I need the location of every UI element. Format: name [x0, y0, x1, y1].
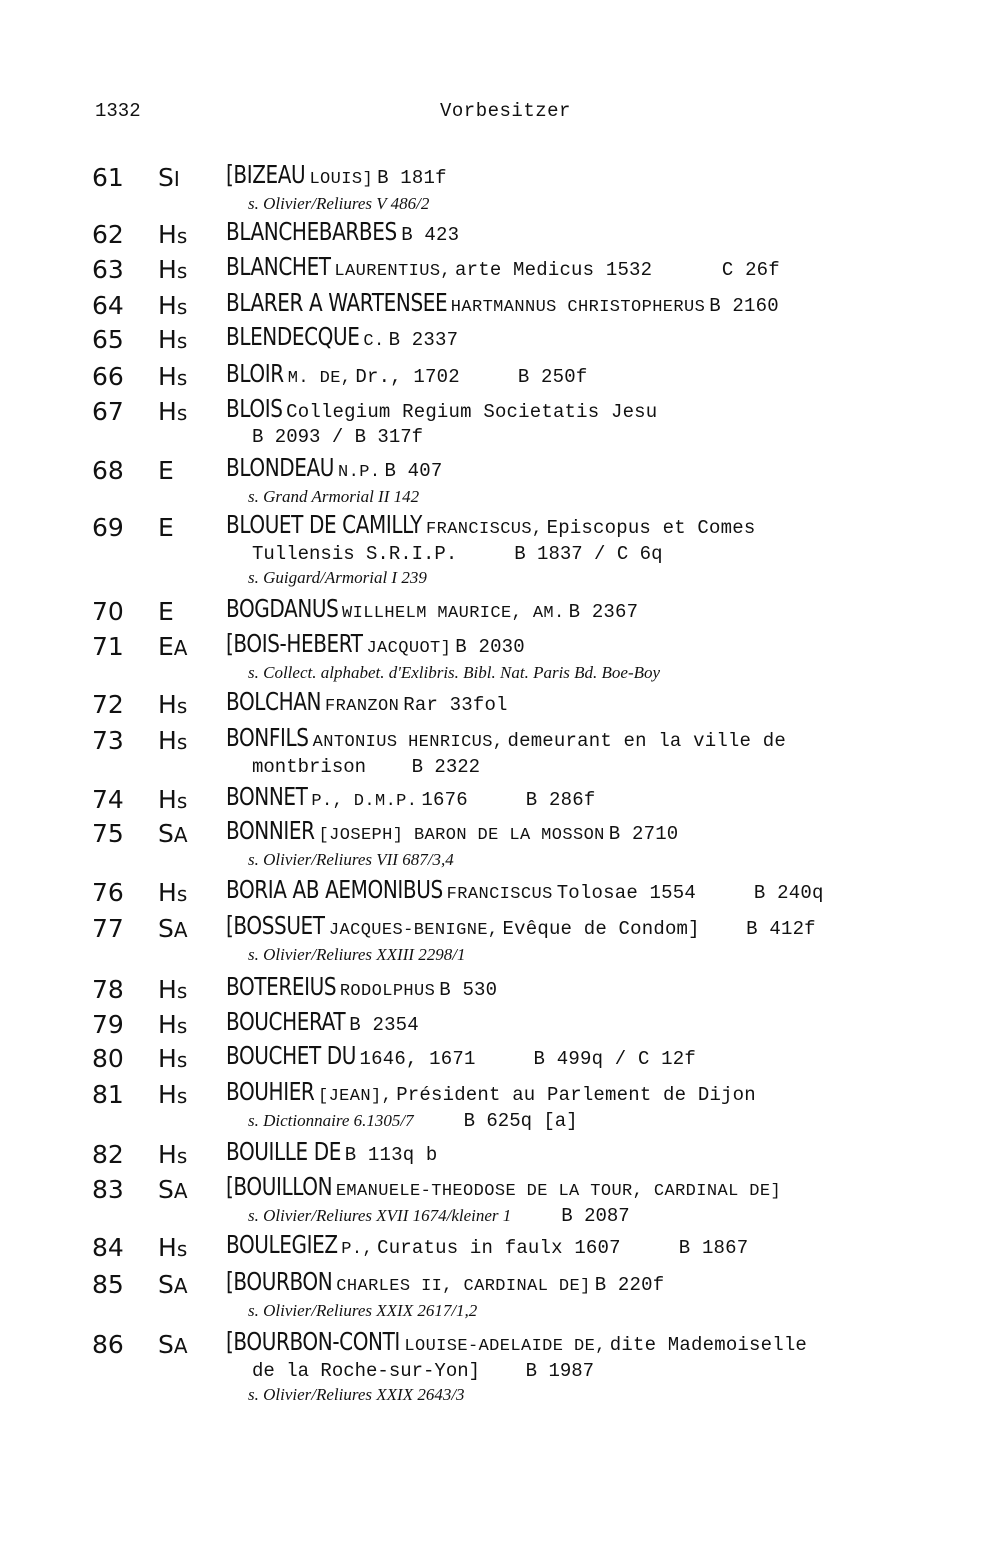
category-letter: E: [158, 632, 174, 661]
category-suffix: s: [176, 694, 188, 718]
entry-body: [226, 816, 986, 872]
owner-info: B 2354: [349, 1014, 419, 1036]
entry-body: [226, 453, 986, 509]
owner-name: [226, 1007, 346, 1036]
category-letter: S: [158, 819, 174, 848]
category-letter: H: [158, 726, 177, 755]
owner-info: dite Mademoiselle: [609, 1334, 808, 1356]
reference-shelfmark: B 2087: [561, 1205, 630, 1227]
reference-text: s. Olivier/Reliures XXIX 2643/3: [248, 1385, 465, 1404]
owner-detail: WILLHELM MAURICE, AM.: [341, 604, 565, 623]
category-letter: S: [158, 914, 174, 943]
entry-category: [158, 819, 188, 848]
category-suffix: s: [176, 329, 188, 353]
entry-reference: [226, 661, 986, 685]
owner-name: [226, 1267, 333, 1296]
entry-number: 61: [92, 163, 124, 192]
reference-text: s. Dictionnaire 6.1305/7: [248, 1111, 414, 1130]
entry-main-line: [226, 594, 986, 626]
owner-name-text: BOTEREIUS: [226, 972, 337, 1001]
entry-main-line: [226, 1137, 986, 1168]
owner-name-text: BOSSUET: [233, 911, 325, 940]
entry-body: [226, 160, 986, 216]
owner-info: B 2710: [608, 823, 679, 845]
entry-main-line: [226, 160, 986, 192]
owner-name-text: BLOIR: [226, 359, 284, 388]
reference-text: s. Olivier/Reliures XXIII 2298/1: [248, 945, 466, 964]
owner-name: [226, 453, 335, 482]
entry-main-line: [226, 217, 986, 248]
entry-main-line: [226, 1007, 986, 1038]
owner-name: [226, 510, 422, 539]
owner-info: B 113q b: [344, 1144, 438, 1166]
owner-detail: JACQUES-BENIGNE,: [328, 921, 499, 940]
entry-reference: [226, 566, 986, 590]
category-suffix: A: [173, 636, 188, 660]
owner-name: [226, 816, 315, 845]
category-suffix: s: [176, 730, 188, 754]
reference-text: s. Olivier/Reliures XVII 1674/kleiner 1: [248, 1206, 512, 1225]
bracket-open: [: [226, 160, 234, 189]
owner-info: Curatus in faulx 1607 B 1867: [377, 1237, 749, 1259]
entry-category: [158, 1330, 188, 1359]
entry-number: 74: [92, 785, 124, 814]
entry-number: 69: [92, 513, 124, 542]
entry-category: [158, 291, 187, 320]
category-suffix: s: [176, 224, 188, 248]
owner-name-text: BOGDANUS: [226, 594, 339, 623]
category-suffix: s: [176, 1048, 188, 1072]
running-head: Vorbesitzer: [440, 100, 571, 122]
entry-number: 72: [92, 690, 124, 719]
entry-reference: [226, 943, 986, 967]
category-letter: S: [158, 1175, 174, 1204]
owner-detail: FRANCISCUS: [446, 885, 553, 904]
entry-main-line: [226, 875, 986, 907]
entry-continuation: de la Roche-sur-Yon] B 1987: [252, 1360, 595, 1382]
entry-number: 77: [92, 914, 124, 943]
bracket-open: [: [226, 911, 234, 940]
category-suffix: s: [176, 789, 188, 813]
entry-reference: [226, 1383, 986, 1407]
entry-body: [226, 687, 986, 719]
owner-info: 1646, 1671 B 499q / C 12f: [359, 1048, 696, 1070]
entry-reference: [226, 1299, 986, 1323]
owner-detail: FRANZON: [325, 697, 400, 716]
owner-name-text: BLOIS: [226, 394, 283, 423]
entry-body: [226, 394, 986, 449]
category-suffix: s: [176, 882, 188, 906]
entry-category: [158, 1010, 187, 1039]
category-letter: H: [158, 1010, 177, 1039]
owner-name: [226, 359, 284, 388]
entry-body: [226, 1172, 986, 1228]
owner-name: [226, 782, 308, 811]
reference-text: s. Guigard/Armorial I 239: [248, 568, 427, 587]
entry-reference: [226, 485, 986, 509]
owner-info: Dr., 1702 B 250f: [355, 366, 588, 388]
entry-number: 85: [92, 1270, 124, 1299]
owner-name: [226, 322, 360, 351]
entry-main-line: [226, 911, 986, 943]
owner-name-text: BOUCHERAT: [226, 1007, 346, 1036]
owner-name-text: BOUILLE DE: [226, 1137, 341, 1166]
owner-info: B 530: [439, 979, 498, 1001]
owner-detail: LAURENTIUS,: [334, 262, 452, 281]
owner-detail: FRANCISCUS,: [425, 520, 543, 539]
category-letter: H: [158, 1233, 177, 1262]
category-suffix: I: [173, 167, 180, 191]
owner-name: [226, 1230, 338, 1259]
owner-name: [226, 1137, 341, 1166]
reference-text: s. Olivier/Reliures V 486/2: [248, 194, 430, 213]
owner-detail: N.P.: [338, 463, 381, 482]
entry-body: [226, 322, 986, 354]
category-letter: H: [158, 878, 177, 907]
owner-name-text: BOURBON: [233, 1267, 333, 1296]
owner-detail: LOUISE-ADELAIDE DE,: [404, 1337, 606, 1356]
entry-main-line: [226, 1041, 986, 1072]
entry-number: 80: [92, 1044, 124, 1073]
entry-main-line: [226, 1267, 986, 1299]
page-number: 1332: [95, 100, 141, 122]
owner-name-text: BLANCHET: [226, 252, 331, 281]
category-suffix: s: [176, 1237, 188, 1261]
reference-text: s. Collect. alphabet. d'Exlibris. Bibl. Nat. Paris Bd. Boe-Boy: [248, 663, 661, 682]
owner-info: B 2337: [388, 329, 459, 351]
owner-name-text: BOURBON-CONTI: [233, 1327, 400, 1356]
owner-name-text: BOUCHET DU: [226, 1041, 357, 1070]
owner-info: Episcopus et Comes: [546, 517, 756, 539]
category-letter: S: [158, 1330, 174, 1359]
entry-category: [158, 1080, 187, 1109]
category-letter: H: [158, 325, 177, 354]
entry-number: 67: [92, 397, 124, 426]
owner-name: [226, 875, 443, 904]
owner-info: B 2160: [709, 295, 779, 317]
owner-detail: P.,: [341, 1240, 374, 1259]
entry-main-line: [226, 359, 986, 391]
entry-number: 75: [92, 819, 124, 848]
entry-number: 73: [92, 726, 124, 755]
owner-name: [226, 1172, 333, 1201]
entry-body: [226, 252, 986, 284]
entry-body: [226, 510, 986, 590]
owner-detail: C.: [363, 332, 385, 351]
category-suffix: A: [173, 918, 188, 942]
entry-category: [158, 785, 187, 814]
owner-info: arte Medicus 1532 C 26f: [455, 259, 780, 281]
entry-category: [158, 597, 174, 626]
entry-main-line: [226, 972, 986, 1004]
owner-name-text: BLARER A WARTENSEE: [226, 288, 448, 317]
entry-category: [158, 1233, 187, 1262]
owner-detail: HARTMANNUS CHRISTOPHERUS: [450, 298, 706, 317]
entry-continuation: Tullensis S.R.I.P. B 1837 / C 6q: [252, 543, 663, 565]
entry-body: [226, 1137, 986, 1168]
entry-reference: [226, 848, 986, 872]
bracket-open: [: [226, 629, 234, 658]
entry-main-line: [226, 252, 986, 284]
owner-name: [226, 629, 363, 658]
entry-body: [226, 359, 986, 391]
entry-continuation: montbrison B 2322: [252, 756, 481, 778]
entry-body: [226, 911, 986, 967]
category-suffix: A: [173, 1179, 188, 1203]
owner-detail: P., D.M.P.: [311, 792, 418, 811]
entry-main-line: [226, 510, 986, 542]
owner-info: Rar 33fol: [403, 694, 508, 716]
owner-name-text: BONFILS: [226, 723, 309, 752]
entry-number: 64: [92, 291, 124, 320]
entry-main-line: [226, 1077, 986, 1109]
owner-name: [226, 687, 322, 716]
owner-name-text: BORIA AB AEMONIBUS: [226, 875, 443, 904]
entry-body: [226, 1041, 986, 1072]
entry-main-line: [226, 322, 986, 354]
entry-body: [226, 723, 986, 779]
owner-name: [226, 1077, 315, 1106]
owner-name: [226, 1041, 357, 1070]
entry-number: 68: [92, 456, 124, 485]
owner-name: [226, 288, 448, 317]
category-letter: H: [158, 1080, 177, 1109]
entry-number: 84: [92, 1233, 124, 1262]
bracket-open: [: [226, 1327, 234, 1356]
owner-name-text: BLONDEAU: [226, 453, 335, 482]
reference-shelfmark: B 625q [a]: [463, 1110, 578, 1132]
category-letter: E: [158, 456, 174, 485]
entry-category: [158, 1175, 188, 1204]
reference-text: s. Olivier/Reliures XXIX 2617/1,2: [248, 1301, 478, 1320]
owner-info: Collegium Regium Societatis Jesu: [286, 401, 658, 423]
owner-name-text: BOUHIER: [226, 1077, 315, 1106]
category-suffix: s: [176, 259, 188, 283]
entry-number: 76: [92, 878, 124, 907]
category-letter: H: [158, 291, 177, 320]
owner-name-text: BOLCHAN: [226, 687, 322, 716]
entry-number: 65: [92, 325, 124, 354]
category-suffix: A: [173, 1334, 188, 1358]
owner-detail: LOUIS]: [309, 170, 374, 189]
owner-detail: ANTONIUS HENRICUS,: [312, 733, 504, 752]
owner-info: B 407: [384, 460, 443, 482]
category-letter: E: [158, 597, 174, 626]
category-letter: H: [158, 362, 177, 391]
entry-body: [226, 288, 986, 320]
entry-category: [158, 325, 187, 354]
entry-category: [158, 690, 187, 719]
entry-category: [158, 914, 188, 943]
entry-category: [158, 1044, 187, 1073]
owner-name: [226, 394, 283, 423]
owner-detail: [JEAN],: [317, 1087, 393, 1106]
entry-reference: [226, 1204, 986, 1228]
category-suffix: s: [176, 1084, 188, 1108]
owner-detail: CHARLES II, CARDINAL DE]: [336, 1277, 591, 1296]
bracket-open: [: [226, 1267, 234, 1296]
entry-number: 82: [92, 1140, 124, 1169]
entry-body: [226, 782, 986, 814]
owner-info: 1676 B 286f: [421, 789, 596, 811]
owner-info: B 220f: [594, 1274, 665, 1296]
entry-category: [158, 513, 174, 542]
entry-category: [158, 456, 174, 485]
owner-info: B 423: [401, 224, 460, 246]
category-suffix: s: [176, 366, 188, 390]
entry-main-line: [226, 687, 986, 719]
entry-main-line: [226, 288, 986, 320]
owner-info: B 2030: [455, 636, 525, 658]
category-letter: S: [158, 1270, 174, 1299]
entry-category: [158, 878, 187, 907]
entry-main-line: [226, 453, 986, 485]
entry-category: [158, 163, 180, 192]
owner-name-text: BLENDECQUE: [226, 322, 360, 351]
entry-reference: [226, 192, 986, 216]
owner-name: [226, 252, 331, 281]
entry-main-line: [226, 782, 986, 814]
category-letter: E: [158, 513, 174, 542]
entry-number: 62: [92, 220, 124, 249]
entry-number: 83: [92, 1175, 124, 1204]
entry-main-line: [226, 1230, 986, 1262]
category-letter: H: [158, 785, 177, 814]
category-letter: H: [158, 690, 177, 719]
reference-text: s. Olivier/Reliures VII 687/3,4: [248, 850, 454, 869]
entry-main-line: [226, 816, 986, 848]
owner-name-text: BLANCHEBARBES: [226, 217, 397, 246]
owner-name-text: BOUILLON: [233, 1172, 333, 1201]
category-letter: H: [158, 255, 177, 284]
entry-number: 63: [92, 255, 124, 284]
category-letter: H: [158, 1044, 177, 1073]
entry-number: 71: [92, 632, 124, 661]
owner-name: [226, 1327, 400, 1356]
category-suffix: s: [176, 1014, 188, 1038]
owner-info: Tolosae 1554 B 240q: [556, 882, 824, 904]
entry-body: [226, 875, 986, 907]
owner-detail: JACQUOT]: [366, 639, 452, 658]
entry-body: [226, 1327, 986, 1407]
entry-number: 66: [92, 362, 124, 391]
reference-text: s. Grand Armorial II 142: [248, 487, 420, 506]
owner-name-text: BONNET: [226, 782, 308, 811]
bracket-open: [: [226, 1172, 234, 1201]
owner-info: B 181f: [377, 167, 447, 189]
entry-number: 70: [92, 597, 124, 626]
category-letter: S: [158, 163, 174, 192]
category-letter: H: [158, 220, 177, 249]
owner-name-text: BOIS-HEBERT: [233, 629, 363, 658]
entry-category: [158, 632, 187, 661]
owner-detail: [JOSEPH] BARON DE LA MOSSON: [318, 826, 605, 845]
entry-number: 86: [92, 1330, 124, 1359]
owner-name-text: BLOUET DE CAMILLY: [226, 510, 422, 539]
category-suffix: s: [176, 401, 188, 425]
category-suffix: s: [176, 1144, 188, 1168]
entry-reference: [226, 1109, 986, 1133]
entry-main-line: [226, 629, 986, 661]
entry-category: [158, 1140, 187, 1169]
entry-number: 78: [92, 975, 124, 1004]
owner-detail: M. DE,: [287, 369, 352, 388]
entry-number: 79: [92, 1010, 124, 1039]
entry-category: [158, 362, 187, 391]
owner-info: demeurant en la ville de: [507, 730, 786, 752]
category-letter: H: [158, 975, 177, 1004]
owner-name: [226, 972, 337, 1001]
entry-main-line: [226, 723, 986, 755]
owner-detail: RODOLPHUS: [339, 982, 436, 1001]
entry-body: [226, 1267, 986, 1323]
entry-body: [226, 1077, 986, 1133]
owner-info: B 2367: [568, 601, 639, 623]
entry-category: [158, 726, 187, 755]
entry-main-line: [226, 1327, 986, 1359]
entry-body: [226, 972, 986, 1004]
owner-name: [226, 911, 325, 940]
entry-category: [158, 1270, 188, 1299]
owner-name: [226, 217, 397, 246]
entry-body: [226, 1230, 986, 1262]
owner-name-text: BIZEAU: [233, 160, 306, 189]
entry-main-line: [226, 1172, 986, 1204]
category-suffix: s: [176, 295, 188, 319]
owner-name: [226, 160, 306, 189]
entry-category: [158, 220, 187, 249]
entry-body: [226, 594, 986, 626]
entry-continuation: B 2093 / B 317f: [252, 426, 424, 448]
owner-detail: EMANUELE-THEODOSE DE LA TOUR, CARDINAL DE]: [335, 1182, 782, 1201]
entry-category: [158, 397, 187, 426]
category-letter: H: [158, 1140, 177, 1169]
owner-name-text: BONNIER: [226, 816, 315, 845]
entry-category: [158, 975, 187, 1004]
category-letter: H: [158, 397, 177, 426]
entry-category: [158, 255, 187, 284]
entry-body: [226, 629, 986, 685]
category-suffix: A: [173, 823, 188, 847]
entry-body: [226, 1007, 986, 1038]
entry-body: [226, 217, 986, 248]
category-suffix: A: [173, 1274, 188, 1298]
owner-info: Evêque de Condom] B 412f: [502, 918, 816, 940]
owner-info: Président au Parlement de Dijon: [396, 1084, 756, 1106]
entry-number: 81: [92, 1080, 124, 1109]
owner-name: [226, 723, 309, 752]
category-suffix: s: [176, 979, 188, 1003]
owner-name: [226, 594, 339, 623]
owner-name-text: BOULEGIEZ: [226, 1230, 338, 1259]
entry-main-line: [226, 394, 986, 425]
